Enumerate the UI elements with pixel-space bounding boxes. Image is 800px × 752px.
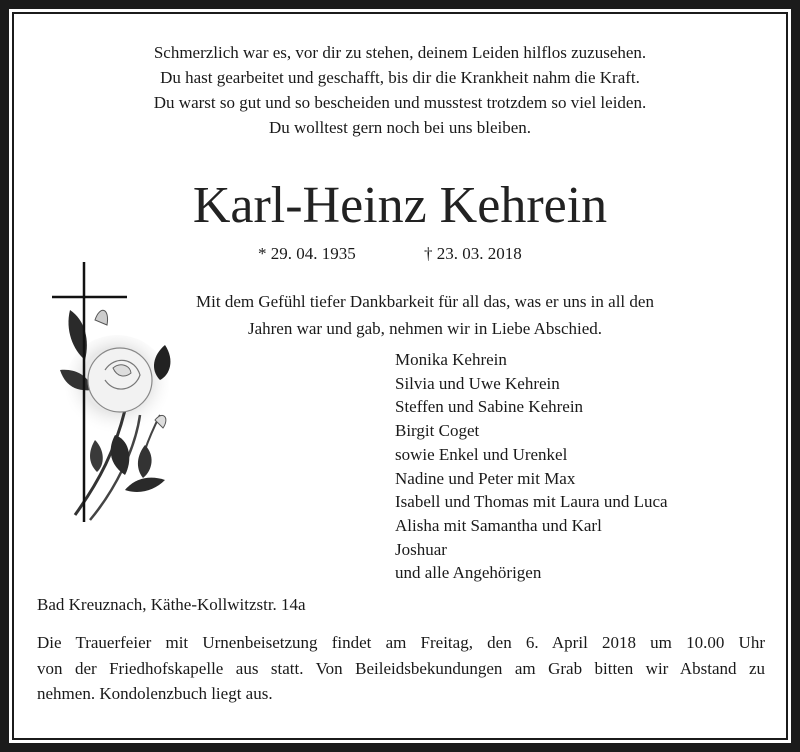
family-list: [395, 348, 668, 585]
family-member: Nadine und Peter mit Max: [395, 468, 576, 488]
family-member: Alisha mit Samantha und Karl: [395, 515, 602, 535]
family-member: Silvia und Uwe Kehrein: [395, 373, 560, 393]
family-member: Birgit Coget: [395, 421, 480, 441]
verse-line: Schmerzlich war es, vor dir zu stehen, deinem Leiden hilflos zuzusehen.: [153, 43, 647, 62]
birth-date: * 29. 04. 1935: [258, 244, 356, 263]
funeral-notice: [37, 630, 765, 707]
family-member: sowie Enkel und Urenkel: [395, 444, 568, 464]
death-date: † 23. 03. 2018: [424, 244, 522, 263]
verse-line: Du warst so gut und so bescheiden und musstest trotzdem so viel leiden.: [153, 93, 647, 112]
notice-line: Die Trauerfeier mit Urnenbeisetzung findet am Freitag, den 6. April 2018 um 10.00 Uhr: [37, 633, 765, 652]
verse: [0, 40, 800, 140]
notice-line: nehmen. Kondolenzbuch liegt aus.: [37, 684, 273, 703]
verse-line: Du hast gearbeitet und geschafft, bis dir die Krankheit nahm die Kraft.: [160, 68, 640, 87]
verse-line: Du wolltest gern noch bei uns bleiben.: [268, 118, 532, 137]
deceased-name: Karl-Heinz Kehrein: [192, 177, 608, 234]
address: Bad Kreuznach, Käthe-Kollwitzstr. 14a: [37, 595, 306, 614]
thanks-line: Mit dem Gefühl tiefer Dankbarkeit für all das, was er uns in all den: [196, 292, 654, 311]
family-member: Joshuar: [395, 539, 447, 559]
thanks-text: [150, 288, 700, 342]
thanks-line: Jahren war und gab, nehmen wir in Liebe Abschied.: [247, 319, 603, 338]
family-member: Isabell und Thomas mit Laura und Luca: [395, 492, 668, 512]
notice-line: von der Friedhofskapelle aus statt. Von Beileidsbekundungen am Grab bitten wir Abstand zu: [37, 658, 765, 678]
family-member: Steffen und Sabine Kehrein: [395, 397, 584, 417]
family-member: Monika Kehrein: [395, 350, 507, 369]
family-member: und alle Angehörigen: [395, 563, 542, 583]
